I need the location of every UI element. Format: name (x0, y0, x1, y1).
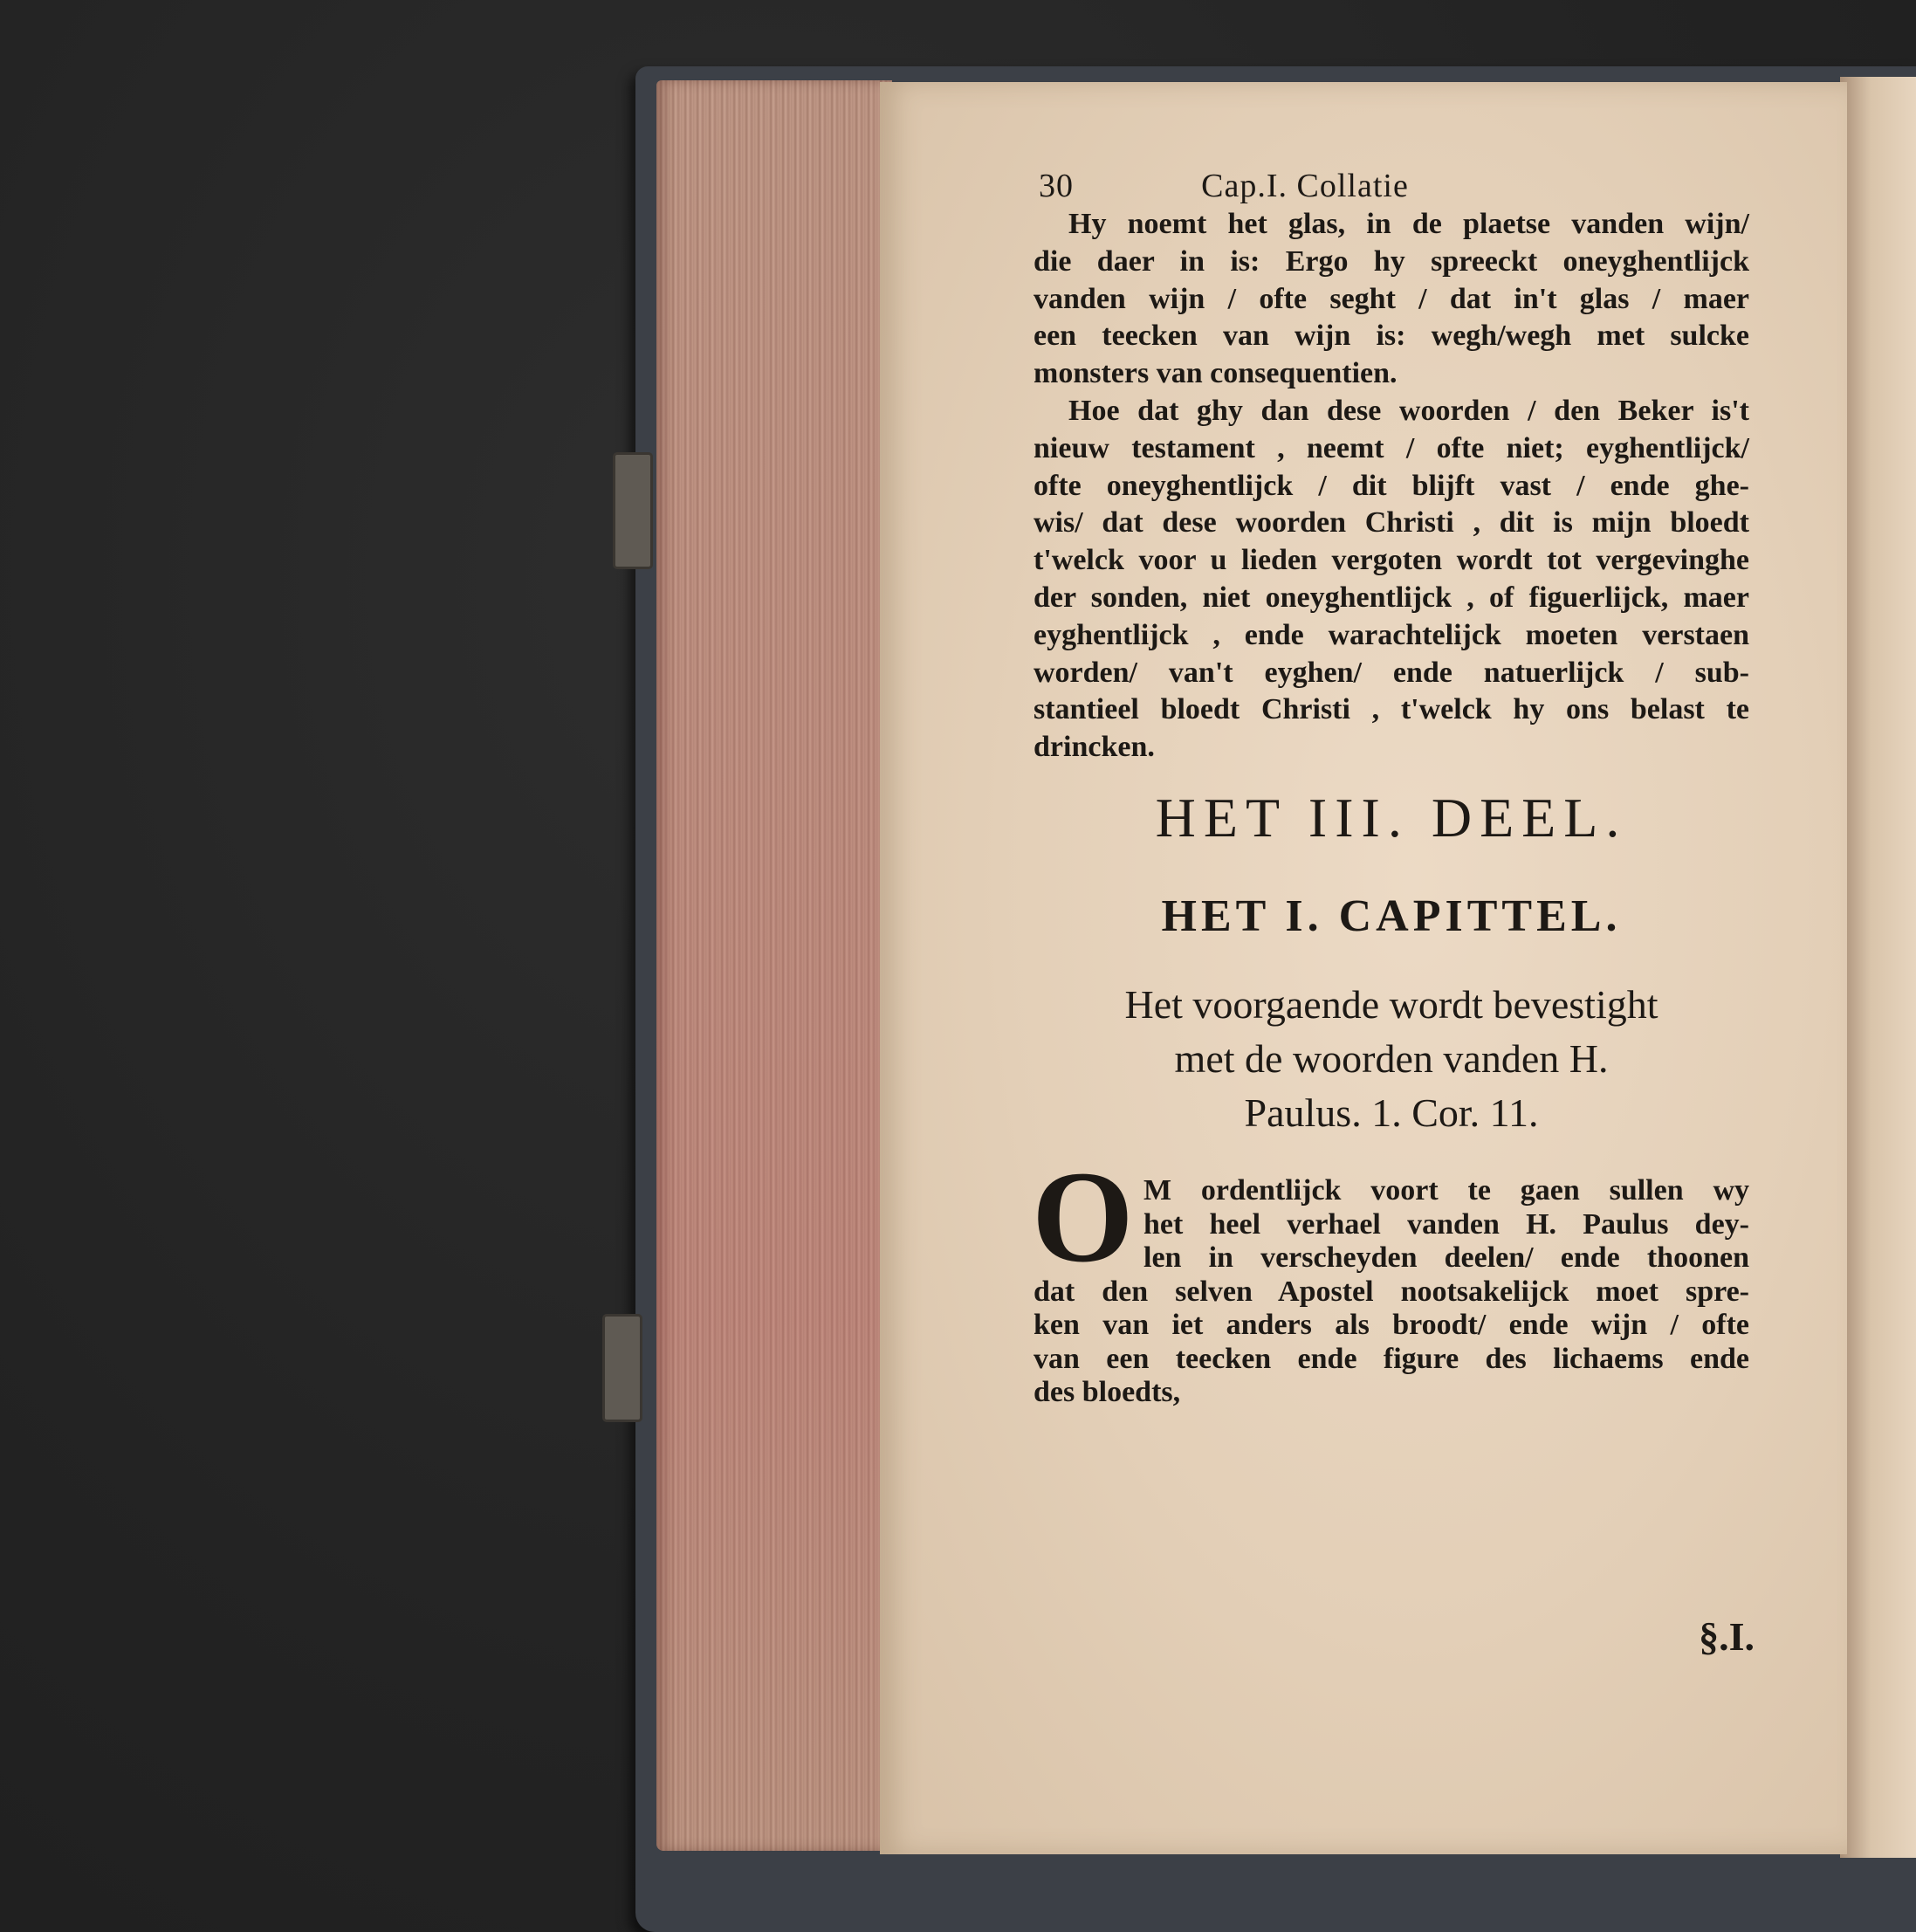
text-line: het heel verhael vanden H. Paulus dey- (1143, 1207, 1749, 1241)
text-line: worden/ van't eyghen/ ende natuerlijck / sub- (1034, 656, 1749, 689)
text-line: van een teecken ende figure des lichaems ende (1034, 1342, 1749, 1375)
text-line: die daer in is: Ergo hy spreeckt oneyghentlijck (1034, 244, 1749, 278)
catchword: §.I. (1699, 1614, 1755, 1659)
text-line: der sonden, niet oneyghentlijck , of figuerlijck, maer (1034, 581, 1749, 614)
text-line: drincken. (1034, 731, 1155, 764)
text-line: monsters van consequentien. (1034, 357, 1398, 390)
text-line: vanden wijn / ofte seght / dat in't glas / maer (1034, 282, 1749, 315)
text-line: M ordentlijck voort te gaen sullen wy (1143, 1174, 1749, 1207)
text-line: ofte oneyghentlijck / dit blijft vast / ende ghe- (1034, 469, 1749, 502)
drop-cap: O (1032, 1145, 1134, 1289)
text-line: t'welck voor u lieden vergoten wordt tot vergevinghe (1034, 544, 1749, 577)
text-line: des bloedts, (1034, 1376, 1181, 1408)
clasp-bottom (602, 1314, 642, 1422)
text-line: een teecken van wijn is: wegh/wegh met sulcke (1034, 320, 1749, 353)
text-line: dat den selven Apostel nootsakelijck moet spre- (1034, 1275, 1749, 1308)
page-edges (656, 80, 892, 1851)
heading-line: Paulus. 1. Cor. 11. (1244, 1090, 1539, 1135)
text-line: eyghentlijck , ende warachtelijck moeten verstaen (1034, 618, 1749, 651)
text-line: Hy noemt het glas, in de plaetse vanden wijn/ (1068, 208, 1749, 240)
heading-line: met de woorden vanden H. (1174, 1036, 1609, 1081)
book-gutter (1840, 77, 1916, 1858)
text-line: wis/ dat dese woorden Christi , dit is mijn bloedt (1034, 506, 1749, 540)
chapter-heading (1034, 978, 1749, 1140)
clasp-top (613, 452, 653, 569)
chapter-body (1034, 1174, 1749, 1410)
running-title: Cap.I. Collatie (1201, 168, 1409, 204)
heading-line: Het voorgaende wordt bevestight (1124, 982, 1658, 1027)
chapter-title: HET I. CAPITTEL. (1161, 891, 1622, 941)
text-line: Hoe dat ghy dan dese woorden / den Beker is't (1068, 394, 1749, 427)
text-line: ken van iet anders als broodt/ ende wijn / ofte (1034, 1309, 1749, 1341)
text-line: stantieel bloedt Christi , t'welck hy ons belast te (1034, 693, 1749, 726)
page-number: 30 (1039, 168, 1074, 204)
part-title: HET III. DEEL. (1155, 787, 1628, 849)
text-line: nieuw testament , neemt / ofte niet; eyghentlijck/ (1034, 431, 1749, 464)
running-head (1039, 164, 1589, 208)
body-text (1034, 206, 1749, 767)
text-line: len in verscheyden deelen/ ende thoonen (1143, 1241, 1749, 1274)
